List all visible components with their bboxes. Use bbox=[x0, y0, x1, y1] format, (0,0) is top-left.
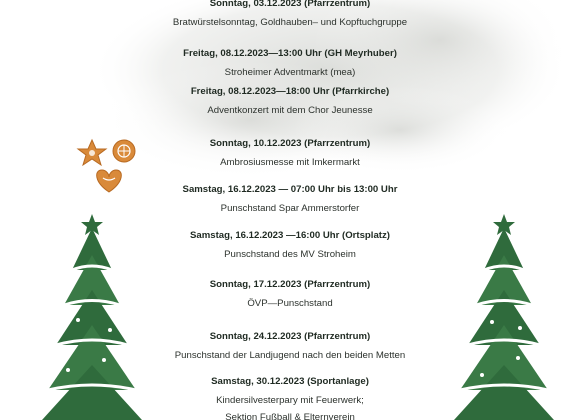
event-description: ÖVP—Punschstand bbox=[247, 298, 333, 309]
event-item bbox=[150, 376, 430, 420]
event-item bbox=[150, 279, 430, 310]
event-description: Punschstand Spar Ammerstorfer bbox=[220, 203, 360, 214]
event-date: Freitag, 08.12.2023—13:00 Uhr (GH Meyrhuber) bbox=[183, 48, 397, 59]
event-date: Sonntag, 03.12.2023 (Pfarrzentrum) bbox=[209, 0, 371, 9]
event-date: Sonntag, 24.12.2023 (Pfarrzentrum) bbox=[209, 331, 371, 342]
christmas-tree-right-icon bbox=[450, 210, 560, 420]
event-date: Samstag, 16.12.2023 — 07:00 Uhr bis 13:00 Uhr bbox=[182, 184, 398, 195]
event-description: Stroheimer Adventmarkt (mea) bbox=[224, 67, 356, 78]
event-item bbox=[150, 230, 430, 261]
event-item bbox=[150, 138, 430, 169]
event-item bbox=[150, 0, 430, 29]
christmas-tree-left-icon bbox=[38, 210, 148, 420]
event-description: Sektion Fußball & Elternverein bbox=[225, 412, 355, 420]
event-item bbox=[150, 331, 430, 362]
event-date: Freitag, 08.12.2023—18:00 Uhr (Pfarrkirche) bbox=[190, 86, 390, 97]
event-item bbox=[150, 48, 430, 79]
event-date: Samstag, 16.12.2023 —16:00 Uhr (Ortsplatz) bbox=[190, 230, 390, 241]
event-description: Punschstand des MV Stroheim bbox=[224, 249, 356, 260]
event-description: Kindersilvesterpary mit Feuerwerk; bbox=[216, 395, 364, 406]
event-item bbox=[150, 184, 430, 215]
event-description: Ambrosiusmesse mit Imkermarkt bbox=[220, 157, 360, 168]
event-item bbox=[150, 86, 430, 117]
event-description: Adventkonzert mit dem Chor Jeunesse bbox=[207, 105, 373, 116]
gingerbread-cookies-icon bbox=[74, 136, 144, 196]
event-description: Punschstand der Landjugend nach den beiden Metten bbox=[174, 350, 406, 361]
event-date: Sonntag, 17.12.2023 (Pfarrzentrum) bbox=[209, 279, 371, 290]
event-description: Bratwürstelsonntag, Goldhauben– und Kopftuchgruppe bbox=[172, 17, 408, 28]
event-date: Sonntag, 10.12.2023 (Pfarrzentrum) bbox=[209, 138, 371, 149]
event-date: Samstag, 30.12.2023 (Sportanlage) bbox=[211, 376, 369, 387]
